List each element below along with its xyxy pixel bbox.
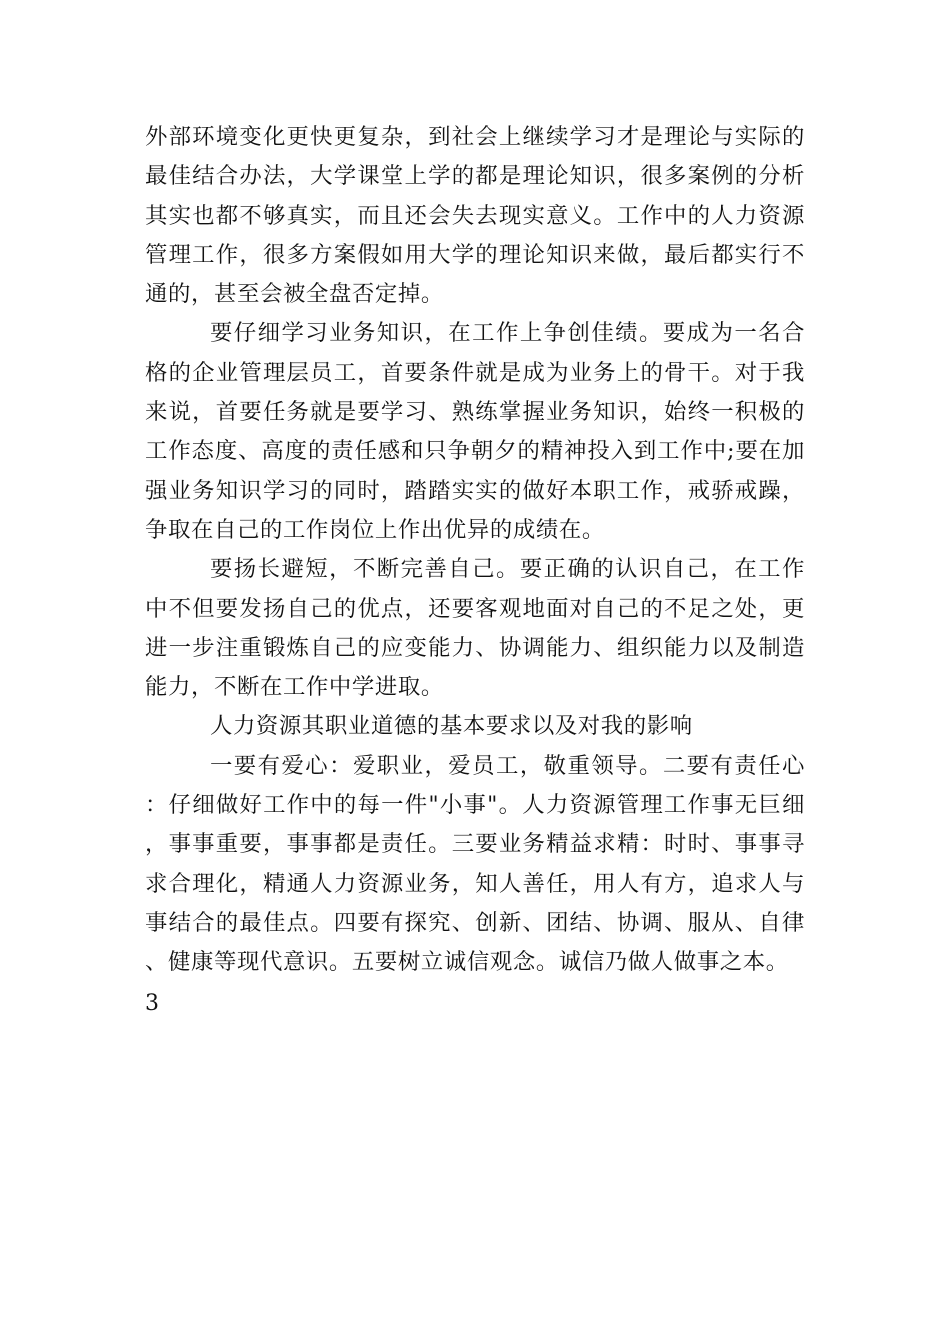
- document-body: [145, 118, 805, 983]
- paragraph-continuation: 外部环境变化更快更复杂，到社会上继续学习才是理论与实际的最佳结合办法，大学课堂上学的都是理论知识，很多案例的分析其实也都不够真实，而且还会失去现实意义。工作中的人力资源管理工作，很多方案假如用大学的理论知识来做，最后都实行不通的，甚至会被全盘否定掉。: [145, 124, 805, 308]
- paragraph-improve-self: 要扬长避短，不断完善自己。要正确的认识自己，在工作中不但要发扬自己的优点，还要客观地面对自己的不足之处，更进一步注重锻炼自己的应变能力、协调能力、组织能力以及制造能力，不断在工作中学进取。: [145, 556, 805, 701]
- section-heading-professional-ethics: 人力资源其职业道德的基本要求以及对我的影响: [209, 713, 693, 740]
- page-number: 3: [145, 991, 159, 1016]
- paragraph-ethics-requirements: 一要有爱心：爱职业，爱员工，敬重领导。二要有责任心：仔细做好工作中的每一件"小事"。人力资源管理工作事无巨细，事事重要，事事都是责任。三要业务精益求精：时时、事事寻求合理化，精通人力资源业务，知人善任，用人有方，追求人与事结合的最佳点。四要有探究、创新、团结、协调、服从、自律、健康等现代意识。五要树立诚信观念。诚信乃做人做事之本。: [145, 752, 805, 976]
- paragraph-study-business-knowledge: 要仔细学习业务知识，在工作上争创佳绩。要成为一名合格的企业管理层员工，首要条件就是成为业务上的骨干。对于我来说，首要任务就是要学习、熟练掌握业务知识，始终一积极的工作态度、高度的责任感和只争朝夕的精神投入到工作中;要在加强业务知识学习的同时，踏踏实实的做好本职工作，戒骄戒躁，争取在自己的工作岗位上作出优异的成绩在。: [145, 320, 805, 543]
